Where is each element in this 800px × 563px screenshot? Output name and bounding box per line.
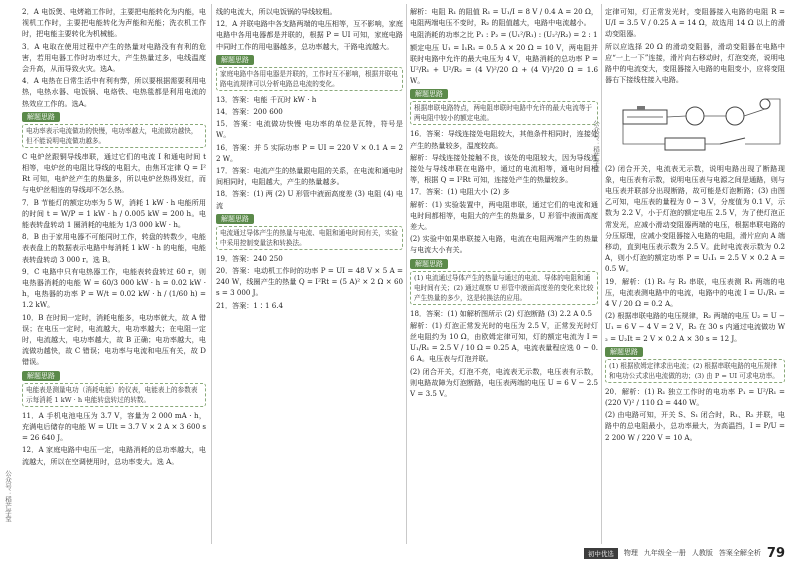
- answer-item: 12．A 并联电路中各支路两端的电压相等，互不影响，家庭电路中各用电器都是并联的，根据 P = UI 可知，家庭电路中同时工作的用电器越多，总功率越大，干路电流越大。: [216, 19, 403, 51]
- answer-item: 18．答案：(1) 如解析图所示 (2) 灯泡断路 (3) 2.2 A 0.5: [410, 308, 592, 318]
- tip-box: 电流通过导体产生的热量与电流、电阻和通电时间有关，实验中采用控制变量法和转换法。: [216, 226, 403, 250]
- answer-item: 3．A 电取在使用过程中产生的热量对电路没有有利的危害，若用电器工作时功率过大，产生热量过多，电线温度会升高，从而导致火灾。选A。: [22, 41, 206, 74]
- lamp-figure: [760, 99, 770, 109]
- column-2: [216, 6, 403, 312]
- answer-item: 10．B 在时间一定时，消耗电能多，电功率就大，故 A 错误；在电压一定时，电流越大，电功率越大；在电阻一定时，电流越大，电功率越大，故 B 正确；电功率越大，电流做功越快，故 C 错误；电功率与电流和电压有关，故 D 错误。: [22, 312, 206, 367]
- tip-box: 电能表是测量电功（消耗电能）的仪表，电能表上的参数表示每消耗 1 kW · h 电能转盘转过的转数。: [22, 383, 206, 407]
- page-number: 79: [766, 545, 785, 561]
- answer-item: 16．答案：并 5 实际功率 P = UI = 220 V × 0.1 A = 22 W。: [216, 142, 403, 163]
- left-side-label: 公众号：稻芒学堂: [4, 470, 12, 522]
- answer-item: 17．答案：(1) 电阻大小 (2) 多: [410, 187, 510, 197]
- column-1: [22, 6, 206, 468]
- column-divider: [406, 4, 407, 544]
- tip-box: 根据串联电路特点，两电阻串联时电路中允许的最大电流等于两电阻中较小的额定电流。: [410, 101, 598, 125]
- right-side-label: 公众号：稻芒学堂: [592, 120, 600, 172]
- tip-box: 电功率表示电流做功的快慢，电功率越大，电流做功越快，但不能说明电流做功越多。: [22, 124, 206, 148]
- answer-item: 定律可知，灯正常发光时，变阻器接入电路的电阻 R = U/I = 3.5 V / 0.25 A = 14 Ω，故选用 14 Ω 以上的滑动变阻器。: [605, 7, 785, 39]
- answer-item: (2) 由电路可知，开关 S、S₁ 闭合时，R₁、R₂ 并联，电路中的总电阻最小，总功率最大，为高温挡，I = P/U = 2 200 W / 220 V = 10 A。: [605, 410, 785, 442]
- column-4: [605, 6, 785, 444]
- answer-item: 17．答案：电流产生的热量跟电阻的关系，在电流和通电时间相同时，电阻越大，产生的热量越多。: [216, 166, 403, 187]
- answer-item: 4．A 电热在日常生活中有利有弊，所以要根据需要利用电热，电热水器、电饭锅、电烙铁、电热毯都是利用电流的热效应工作的。选A。: [22, 76, 206, 108]
- answer-item: 解析：(1) 实验装置中，两电阻串联，通过它们的电流和通电时间都相等，电阻大的产生的热量多，U 形管中液面高度差大。: [410, 199, 598, 232]
- tip-label: 解题思路: [22, 371, 60, 381]
- brand-label: 初中优选: [584, 548, 618, 559]
- answer-label: 答案全解全析: [718, 549, 761, 557]
- answer-item: 21．答案：1∶1 6.4: [216, 300, 284, 310]
- answer-item: 20．解析：(1) R₁ 独立工作时的电功率 P₁ = U²/R₁ = (220 V)² / 110 Ω = 440 W。: [605, 386, 785, 408]
- answer-item: 12．A 家庭电路中电压一定，电路消耗的总功率越大，电流越大，所以在空调使用时，总功率变大。选 A。: [22, 445, 206, 466]
- answer-item: 解析：导线连接处接触不良，该处的电阻较大，因为导线连接处与导线串联在电路中，通过的电流相等，通电时间相等，根据 Q = I²Rt 可知，连接处产生的热量较多。: [410, 152, 598, 185]
- answer-item: 14．答案：200 600: [216, 107, 283, 117]
- edition-label: 人教版: [691, 549, 713, 557]
- answer-item: (2) 闭合开关，电流表无示数，说明电路出现了断路现象，电压表有示数，说明电压表与电源之间是通路，则与电压表并联部分出现断路，故可能是灯泡断路；(3) 由图乙可知，电压表的量程为 0 ~ 3 V，分度值为 0.1 V，示数为 2.2 V，小于灯泡的额定电压 2.5 V，为了使灯泡正常发光，应减小滑动变阻器两端的电压，根据串联电路的分压原理，应减小变阻器接入电路的电阻，滑片应向 A 端移动，直到电压表示数为 2.5 V。此时电流表示数为 0.2 A，则小灯泡的额定功率 P = U₁I₁ = 2.5 V × 0.2 A = 0.5 W。: [605, 163, 785, 274]
- answer-item: 20．答案：电动机工作时的功率 P = UI = 48 V × 5 A = 240 W，线圈产生的热量 Q = I²Rt = (5 A)² × 2 Ω × 60 s = 3 000 J。: [216, 266, 403, 298]
- answer-item: 线的电流大，所以电饭锅的导线较粗。: [216, 7, 337, 16]
- tip-label: 解题思路: [410, 259, 448, 269]
- answer-item: (2) 闭合开关，灯泡不亮，电流表无示数，电压表有示数，则电路故障为灯泡断路，电压表两端的电压 U = 6 V − 2.5 V = 3.5 V。: [410, 366, 598, 399]
- column-3: [410, 6, 598, 400]
- answer-item: 解析：(1) 灯泡正常发光时的电压为 2.5 V，正常发光时灯丝电阻约为 10 Ω，由欧姆定律可知，灯的额定电流为 I = U₁/R₁ = 2.5 V / 10 Ω = 0.25 A，电流表量程应选 0 ~ 0.6 A。电压表与灯泡并联。: [410, 320, 598, 364]
- slider-figure: [637, 106, 645, 110]
- page-footer: [485, 546, 785, 560]
- answer-item: 19．答案：240 250: [216, 253, 283, 263]
- subject-label: 物理: [623, 549, 638, 557]
- answer-item: (2) 根据串联电路的电压规律，R₂ 两端的电压 U₂ = U − U₁ = 6 V − 4 V = 2 V，R₂ 在 30 s 内通过电流做功 W₂ = U₂It = 2 V × 0.2 A × 30 s = 12 J。: [605, 311, 785, 343]
- battery-figure: [665, 138, 705, 150]
- answer-item: C 电炉丝跟铜导线串联，通过它们的电流 I 和通电时间 t 相等，电炉丝的电阻比导线的电阻大，由焦耳定律 Q = I²Rt 可知，电炉丝产生的热量多，所以电炉丝热得发红，而与电炉丝相连的导线却不怎么热。: [22, 151, 206, 195]
- switch-figure: [720, 138, 745, 144]
- answer-item: 7．B 节能灯的额定功率为 5 W，消耗 1 kW · h 电能所用的时间 t = W/P = 1 kW · h / 0.005 kW = 200 h。电能表转盘转动 1 圈消耗的电能为 1/3 000 kW · h。: [22, 197, 206, 230]
- answer-item: 2．A 电饭煲、电烤箱工作时，主要把电能转化为内能，电视机工作时，主要把电能转化为声能和光能；洗衣机工作时，把电能主要转化为机械能。: [22, 7, 206, 39]
- answer-item: 电阻消耗的功率之比 P₁ : P₂ = (U₁²/R₁) : (U₂²/R₂) = 2 : 1: [410, 30, 598, 40]
- answer-item: 13．答案：电能 千瓦时 kW · h: [216, 94, 317, 104]
- answer-item: 解析：电阻 R₁ 的阻值 R₁ = U₁/I = 8 V / 0.4 A = 20 Ω，电阻两端电压不变时，R₂ 的阻值越大，电路中电流越小。: [410, 7, 598, 28]
- tip-box: (1) 根据欧姆定律求出电流；(2) 根据串联电路的电压规律和电功公式求出电流做的功；(3) 由 P = UI 可求电功率。: [605, 359, 785, 383]
- tip-label: 解题思路: [410, 89, 448, 99]
- circuit-diagram: [605, 88, 785, 156]
- answer-item: (2) 实验中如果串联接入电路，电流在电阻两端产生的热量与电流大小有关。: [410, 234, 598, 255]
- answer-item: 18．答案：(1) 两 (2) U 形管中液面高度差 (3) 电阻 (4) 电流: [216, 189, 403, 210]
- answer-item: 16．答案：导线连接处电阻较大，其他条件相同时，连接处产生的热量较多，温度较高。: [410, 129, 598, 150]
- answer-item: 19．解析：(1) R₁ 与 R₂ 串联，电压表测 R₁ 两端的电压，电流表测电路中的电流，电路中的电流 I = U₁/R₁ = 4 V / 20 Ω = 0.2 A。: [605, 276, 785, 309]
- answer-item: 8．B 由于家用电器不可能同时工作，转盘的转数少，电能表表盘上的数据表示电路中每消耗 1 kW · h 的电能，电能表转盘转动 3 000 r。选 B。: [22, 232, 206, 264]
- tip-label: 解题思路: [216, 214, 254, 224]
- column-divider: [601, 4, 602, 544]
- ammeter-figure: [686, 107, 704, 125]
- column-divider: [211, 4, 212, 544]
- tip-box: 家庭电路中各用电器是并联的，工作时互不影响，根据并联电路电流规律可以分析电路总电流的变化。: [216, 67, 403, 91]
- grade-label: 九年级全一册: [643, 549, 686, 557]
- answer-item: 额定电压 U₁ = I₁R₁ = 0.5 A × 20 Ω = 10 V，两电阻并联时电路中允许的最大电压为 4 V，电路消耗的总功率 P = U²/R₁ + U²/R₂ = (4 V)²/20 Ω + (4 V)²/20 Ω = 1.6 W。: [410, 42, 598, 86]
- tip-label: 解题思路: [605, 347, 643, 357]
- tip-box: (1) 电流通过导体产生的热量与通过的电流、导体的电阻和通电时间有关；(2) 通过观察 U 形管中液面高度差的变化来比较产生热量的多少，这是转换法的应用。: [410, 271, 598, 305]
- tip-label: 解题思路: [22, 112, 60, 122]
- voltmeter-figure: [726, 107, 744, 125]
- answer-item: 所以应选择 20 Ω 的滑动变阻器，滑动变阻器在电路中应“一上一下”连接，滑片向右移动时，灯泡变亮，说明电路中的电流变大，变阻器接入电路的电阻变小，应将变阻器右下接线柱接入电路。: [605, 41, 785, 85]
- answer-item: 11．A 手机电池电压为 3.7 V，容量为 2 000 mA · h，充满电后储存的电能 W = UIt = 3.7 V × 2 A × 3 600 s = 26 640 J。: [22, 410, 206, 443]
- tip-label: 解题思路: [216, 55, 254, 65]
- answer-item: 9．C 电路中只有电热器工作，电能表转盘转过 60 r，则电热器消耗的电能 W = 60/3 000 kW · h = 0.02 kW · h，电热器的功率 P = W/t = 0.02 kW · h / (1/60 h) = 1.2 kW。: [22, 266, 206, 310]
- answer-item: 15．答案：电流做功快慢 电功率的单位是瓦特，符号是 W。: [216, 119, 403, 140]
